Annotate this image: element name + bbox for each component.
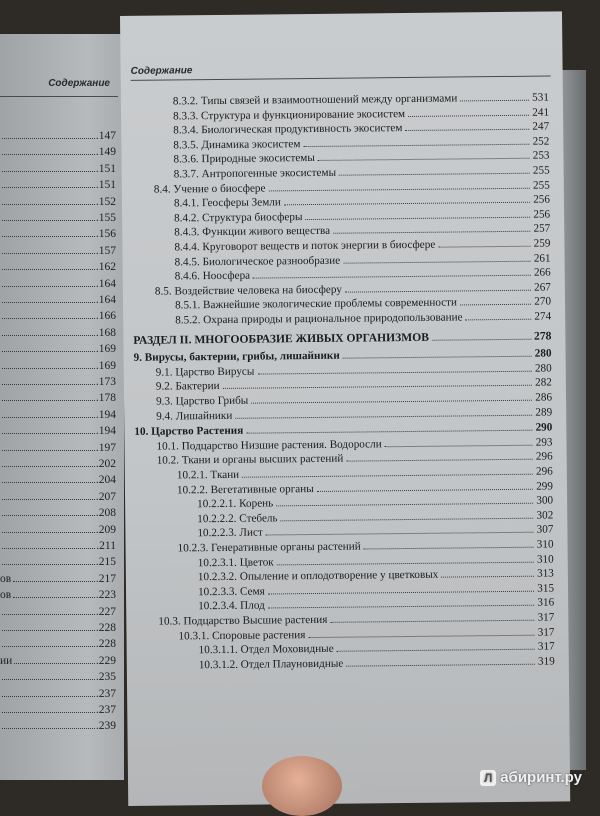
dot-leader [2, 564, 95, 565]
toc-entry-title: 10.2.2.1. Корень [197, 497, 274, 511]
left-toc-row [0, 212, 116, 228]
toc-entry-title: 10.2.1. Ткани [176, 468, 240, 482]
dot-leader [2, 368, 95, 369]
left-toc-row [0, 720, 116, 736]
left-toc-row [0, 196, 116, 212]
toc-entry-page-number: 302 [536, 509, 554, 522]
toc-entry-page-number: 247 [532, 120, 550, 133]
toc-entry-title: 8.4.5. Биологическое разнообразие [174, 254, 341, 269]
toc-entry-page-number: 289 [535, 406, 553, 419]
toc-entry-title: 10.2. Ткани и органы высших растений [156, 453, 344, 468]
dot-leader [2, 138, 95, 139]
left-row-page-number: .151 [95, 162, 116, 175]
left-row-page-number: .217 [95, 572, 116, 585]
dot-leader [2, 318, 95, 319]
toc-entry-title: 10. Царство Растения [134, 424, 244, 439]
left-row-page-number: .215 [95, 556, 116, 569]
toc-entry-page-number: 319 [537, 655, 555, 668]
toc-entry-title: 10.3.1.2. Отдел Плауновидные [198, 657, 344, 672]
dot-leader [13, 581, 95, 582]
toc-entry-page-number: 317 [537, 626, 555, 639]
dot-leader [2, 171, 95, 172]
toc-entry-title: 8.3.4. Биологическая продуктивность экосистем [173, 122, 403, 137]
left-row-page-number: .169 [95, 359, 116, 372]
dot-leader [268, 605, 535, 609]
toc-entry-title: 8.3.6. Природные экосистемы [173, 152, 315, 166]
dot-leader [253, 275, 531, 279]
toc-entry-title: 10.2.2.3. Лист [197, 526, 263, 540]
toc-entry-page-number: 256 [533, 208, 551, 221]
toc-entry-page-number: 259 [533, 237, 551, 250]
left-row-page-number: .168 [95, 326, 116, 339]
left-row-page-number: .155 [95, 212, 116, 224]
dot-leader [460, 100, 529, 102]
left-row-page-number: .235 [95, 671, 116, 684]
dot-leader [14, 663, 95, 664]
dot-leader [242, 474, 533, 478]
dot-leader [385, 444, 533, 447]
toc-entry-title: 10.3.1.1. Отдел Моховидные [198, 642, 334, 657]
toc-entry-title: 8.3.5. Динамика экосистем [173, 137, 301, 152]
left-toc-row [0, 540, 116, 556]
dot-leader [408, 114, 529, 116]
dot-leader [345, 290, 531, 293]
dot-leader [2, 696, 95, 697]
left-toc-row [0, 507, 116, 523]
right-page-header: Содержание [130, 65, 193, 77]
dot-leader [2, 433, 95, 434]
left-toc-row [0, 688, 116, 704]
toc-entry-title: 8.4. Учение о биосфере [153, 182, 266, 196]
left-row-page-number: .162 [95, 261, 116, 274]
toc-entry-page-number: 280 [534, 362, 552, 375]
thumb [262, 756, 342, 816]
toc-entry-title: 10.2.3.4. Плод [198, 599, 265, 613]
dot-leader [2, 204, 95, 205]
dot-leader [460, 304, 531, 306]
left-row-page-number: .197 [95, 441, 116, 454]
left-row-page-number: .147 [95, 130, 116, 142]
left-toc-row [0, 228, 116, 244]
toc-entry [199, 655, 555, 673]
left-row-page-number: .194 [95, 425, 116, 438]
dot-leader [343, 260, 531, 263]
dot-leader [343, 356, 532, 359]
left-book-page [0, 34, 124, 780]
left-toc-row [0, 573, 116, 589]
left-row-page-number: .239 [95, 720, 116, 733]
left-row-page-number: .169 [95, 343, 116, 356]
toc-entry-page-number: 282 [535, 376, 552, 390]
toc-entry-title: 8.3.2. Типы связей и взаимоотношений между организмами [172, 92, 458, 108]
dot-leader [318, 158, 530, 161]
left-toc-row [0, 474, 116, 490]
dot-leader [246, 430, 532, 434]
toc-entry-page-number: 317 [537, 640, 555, 653]
left-toc-row [0, 392, 116, 408]
left-toc-row [0, 622, 116, 638]
toc-entry-title: 10.3. Подцарство Высшие растения [158, 613, 328, 628]
left-toc-row [0, 278, 116, 294]
right-header-rule [131, 75, 551, 80]
toc-entry-page-number: 255 [532, 164, 550, 177]
toc-entry-page-number: 315 [537, 582, 555, 595]
left-row-page-number: .223 [95, 589, 116, 602]
left-row-page-number: .227 [95, 605, 116, 618]
dot-leader [317, 488, 533, 491]
dot-leader [2, 220, 95, 221]
toc-entry-page-number: 267 [534, 281, 551, 294]
toc-entry-page-number: 252 [532, 135, 550, 148]
toc-entry-title: 10.2.3.2. Опыление и оплодотворение у цветковых [197, 568, 439, 584]
dot-leader [2, 515, 95, 516]
toc-entry-page-number: 257 [533, 222, 551, 236]
toc-entry-page-number: 241 [532, 106, 550, 119]
dot-leader [2, 499, 95, 500]
dot-leader [346, 663, 535, 666]
left-row-page-number: .204 [95, 474, 116, 487]
dot-leader [281, 517, 534, 521]
left-toc-row [0, 425, 116, 441]
toc-entry-title: 8.4.2. Структура биосферы [174, 210, 303, 225]
dot-leader [339, 173, 530, 176]
left-row-page-number: .166 [95, 310, 116, 323]
dot-leader [251, 400, 532, 404]
toc-entry-page-number: 256 [533, 193, 551, 206]
toc-entry-page-number: 278 [533, 329, 552, 343]
left-toc-row [0, 491, 116, 507]
dot-leader [2, 335, 95, 336]
dot-leader [2, 253, 95, 254]
toc-entry-page-number: 313 [537, 567, 554, 580]
left-row-page-number: .164 [95, 294, 116, 306]
toc-entry-page-number: 266 [533, 266, 551, 279]
left-toc-row [0, 606, 116, 622]
left-row-text-fragment: ов [0, 589, 12, 602]
toc-entry-title: 10.3.1. Споровые растения [178, 628, 306, 643]
left-toc-row [0, 638, 116, 654]
dot-leader [441, 576, 534, 578]
dot-leader [2, 728, 95, 729]
left-row-page-number: .173 [95, 376, 116, 388]
left-row-page-number: .237 [95, 704, 116, 716]
toc-entry-page-number: 280 [534, 347, 552, 360]
toc-entry-title: РАЗДЕЛ II. МНОГООБРАЗИЕ ЖИВЫХ ОРГАНИЗМОВ [133, 330, 429, 347]
dot-leader [364, 547, 534, 550]
left-row-page-number: .157 [95, 244, 116, 257]
dot-leader [2, 384, 95, 385]
dot-leader [2, 450, 95, 451]
toc-entry-page-number: 310 [536, 538, 554, 551]
left-toc-row [0, 589, 116, 605]
dot-leader [330, 620, 534, 623]
left-row-page-number: .207 [95, 490, 116, 503]
toc-entry-title: 10.2.3.3. Семя [197, 585, 265, 599]
dot-leader [2, 236, 95, 237]
dot-leader [13, 597, 95, 598]
dot-leader [266, 532, 534, 536]
toc-entry-title: 9.4. Лишайники [156, 409, 233, 423]
left-row-page-number: .149 [95, 146, 116, 159]
toc-entry-title: 8.4.1. Геосферы Земли [173, 196, 281, 210]
left-toc-row [0, 655, 116, 671]
dot-leader [277, 561, 534, 565]
dot-leader [2, 532, 95, 533]
toc-entry-page-number: 253 [532, 149, 550, 163]
dot-leader [284, 202, 530, 206]
dot-leader [268, 590, 534, 594]
dot-leader [303, 144, 529, 147]
watermark-logo-icon: Л [480, 770, 496, 786]
toc-entry-title: 8.4.6. Ноосфера [174, 269, 251, 283]
left-toc-row [0, 245, 116, 261]
dot-leader [2, 466, 95, 467]
left-toc-row [0, 524, 116, 540]
left-toc-row [0, 130, 116, 146]
left-toc-row [0, 360, 116, 376]
watermark-text: абиринт.ру [500, 769, 582, 786]
left-toc-row [0, 671, 116, 687]
dot-leader [2, 679, 95, 680]
left-row-text-fragment: ии [0, 654, 13, 667]
left-toc-row [0, 376, 116, 392]
toc-entry-title: 9.2. Бактерии [155, 380, 220, 394]
dot-leader [2, 154, 95, 155]
dot-leader [333, 231, 530, 234]
toc-entry-page-number: 290 [535, 421, 553, 434]
toc-entry-title: 10.2.3. Генеративные органы растений [177, 540, 361, 555]
left-row-page-number: .211 [96, 540, 116, 552]
right-book-page [120, 11, 570, 806]
toc-entry-page-number: 317 [537, 611, 555, 624]
toc-entry-page-number: 274 [534, 310, 552, 323]
dot-leader [2, 302, 95, 303]
dot-leader [268, 187, 530, 191]
dot-leader [466, 319, 532, 321]
toc-entry-title: 9.3. Царство Грибы [155, 394, 249, 408]
dot-leader [308, 634, 534, 637]
toc-entry-page-number: 531 [532, 91, 549, 104]
left-row-page-number: .202 [95, 458, 116, 470]
toc-entry-page-number: 307 [536, 523, 554, 537]
dot-leader [2, 482, 95, 483]
left-page-header: Содержание [48, 78, 110, 89]
toc-entry-title: 10.2.2. Вегетативные органы [176, 482, 314, 497]
left-toc-row [0, 163, 116, 179]
dot-leader [432, 338, 531, 340]
dot-leader [346, 459, 533, 462]
left-toc-row [0, 327, 116, 343]
toc-entry-title: 10.2.3.1. Цветок [197, 556, 274, 569]
table-of-contents [121, 91, 555, 672]
left-toc-row [0, 458, 116, 474]
toc-entry-title: 9. Вирусы, бактерии, грибы, лишайники [133, 349, 340, 365]
left-toc-row [0, 704, 116, 720]
toc-entry-title: 8.5.1. Важнейшие экологические проблемы современности [174, 296, 458, 312]
left-header-rule [0, 96, 118, 97]
dot-leader [257, 371, 532, 375]
left-row-text-fragment: ов [0, 572, 12, 585]
left-row-page-number: .208 [95, 507, 116, 520]
dot-leader [2, 614, 95, 615]
dot-leader [337, 649, 535, 652]
watermark [480, 769, 582, 786]
dot-leader [305, 217, 530, 220]
toc-entry-title: 10.1. Подцарство Низшие растения. Водоросли [156, 438, 382, 453]
toc-entry-page-number: 286 [535, 391, 553, 404]
left-row-page-number: .156 [95, 228, 116, 241]
dot-leader [2, 400, 95, 401]
left-toc-row [0, 343, 116, 359]
dot-leader [438, 246, 530, 248]
dot-leader [2, 351, 95, 352]
toc-entry-title: 9.1. Царство Вирусы [155, 365, 255, 379]
dot-leader [235, 414, 532, 418]
dot-leader [2, 548, 95, 549]
left-row-page-number: .228 [95, 638, 116, 651]
left-row-page-number: .164 [95, 277, 116, 290]
dot-leader [2, 286, 95, 287]
toc-entry-page-number: 316 [537, 596, 555, 610]
toc-entry-title: 8.4.3. Функции живого вещества [174, 225, 331, 239]
dot-leader [276, 503, 533, 507]
left-toc-row [0, 442, 116, 458]
left-toc-row [0, 294, 116, 310]
dot-leader [2, 712, 95, 713]
toc-entry-title: 8.5. Воздействие человека на биосферу [154, 283, 342, 298]
toc-entry-page-number: 293 [535, 436, 553, 449]
left-row-page-number: .152 [95, 195, 116, 208]
left-row-page-number: .237 [95, 687, 116, 700]
left-toc-row [0, 146, 116, 162]
left-row-page-number: .229 [95, 654, 116, 667]
dot-leader [2, 187, 95, 188]
left-row-page-number: .151 [95, 179, 116, 192]
toc-entry-title: 8.3.3. Структура и функционирование экосистем [172, 107, 406, 123]
toc-entry-page-number: 310 [536, 553, 554, 566]
left-toc-row [0, 310, 116, 326]
dot-leader [2, 630, 95, 631]
toc-section-heading [133, 329, 551, 348]
left-row-page-number: .194 [95, 408, 116, 421]
left-row-page-number: .178 [95, 392, 116, 405]
left-toc-row [0, 179, 116, 195]
toc-entry-page-number: 296 [535, 450, 553, 464]
dot-leader [2, 269, 95, 270]
toc-entry-page-number: 296 [535, 465, 553, 478]
left-toc-row [0, 261, 116, 277]
toc-entry-title: 8.5.2. Охрана природы и рациональное природопользование [175, 311, 463, 327]
left-toc-row [0, 409, 116, 425]
left-row-page-number: .228 [95, 622, 116, 634]
toc-entry [175, 311, 551, 329]
dot-leader [405, 129, 529, 131]
left-row-page-number: .209 [95, 523, 116, 536]
toc-entry-page-number: 261 [533, 252, 551, 265]
toc-entry-page-number: 270 [534, 295, 552, 309]
toc-entry-page-number: 299 [536, 480, 554, 493]
dot-leader [2, 417, 95, 418]
dot-leader [223, 385, 533, 389]
toc-entry-title: 8.3.7. Антропогенные экосистемы [173, 166, 337, 181]
left-toc-row [0, 556, 116, 572]
toc-entry-title: 8.4.4. Круговорот веществ и поток энергии в биосфере [174, 238, 436, 254]
toc-entry-page-number: 255 [532, 179, 550, 192]
toc-entry-page-number: 300 [536, 494, 554, 507]
toc-entry-title: 10.2.2.2. Стебель [197, 512, 278, 526]
dot-leader [2, 646, 95, 647]
